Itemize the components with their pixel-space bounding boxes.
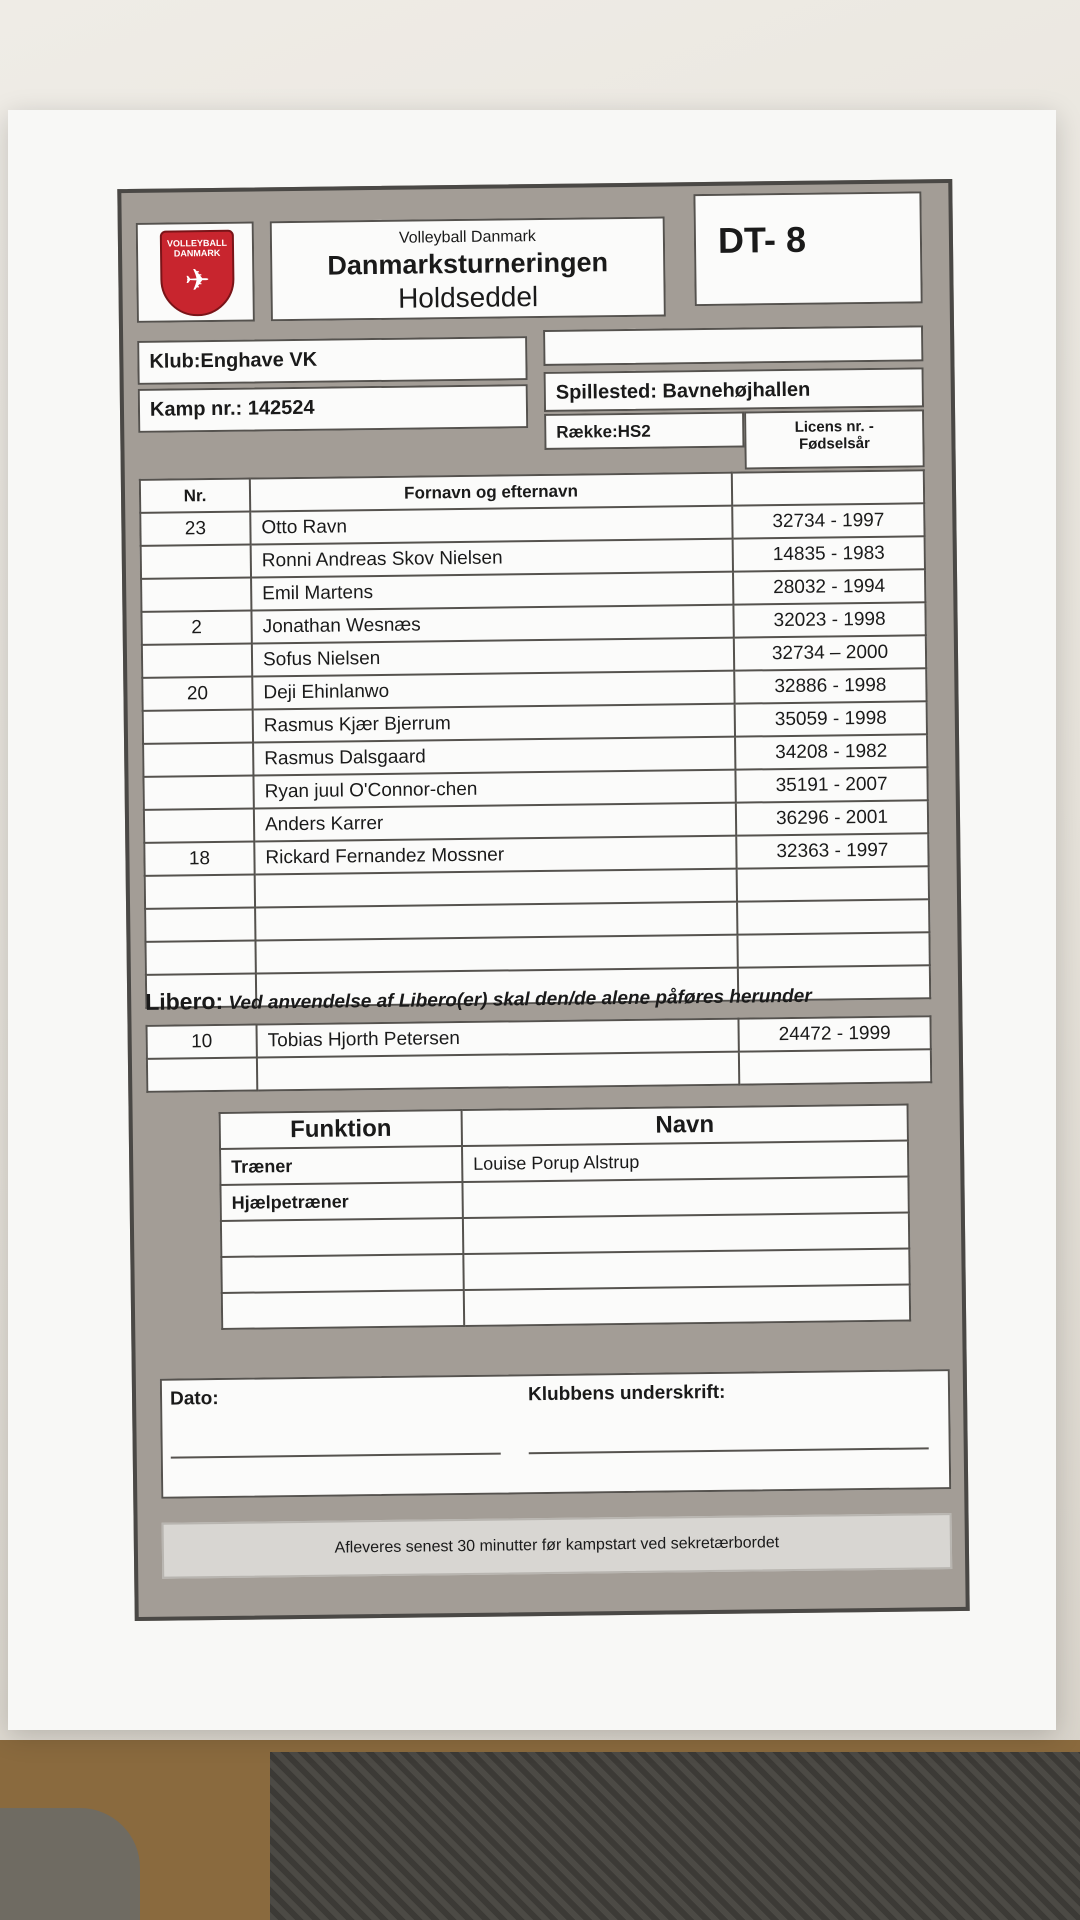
player-license: 32023 - 1998: [733, 602, 925, 637]
function-person: [463, 1249, 909, 1290]
player-license: 28032 - 1994: [733, 569, 925, 604]
libero-body: [147, 1016, 932, 1092]
volleyball-danmark-logo-icon: [160, 230, 235, 317]
match-number-field: [138, 384, 529, 433]
function-role: [221, 1218, 463, 1257]
player-number: [145, 908, 255, 942]
rug: [270, 1752, 1080, 1920]
title-box: [270, 216, 666, 321]
function-person: [464, 1285, 910, 1326]
libero-table: [145, 1015, 932, 1093]
player-name: Emil Martens: [251, 572, 733, 611]
functions-table: [219, 1104, 912, 1330]
player-license: 35059 - 1998: [735, 701, 927, 736]
license-header-line2: Fødselsår: [798, 434, 870, 453]
player-number: 20: [142, 677, 252, 711]
function-person: [463, 1213, 909, 1254]
player-name: Jonathan Wesnæs: [251, 605, 733, 644]
player-number: 23: [140, 512, 250, 546]
player-license: 36296 - 2001: [736, 800, 928, 835]
date-line: [171, 1453, 501, 1459]
player-name: Rickard Fernandez Mossner: [254, 836, 736, 875]
player-number: [141, 578, 251, 612]
libero-name: Tobias Hjorth Petersen: [256, 1019, 738, 1058]
player-number: [141, 545, 251, 579]
player-license: 14835 - 1983: [733, 536, 925, 571]
club-text: Klub:Enghave VK: [149, 348, 318, 373]
player-license: 32363 - 1997: [736, 833, 928, 868]
player-license: [737, 932, 929, 967]
players-table: [139, 469, 931, 1009]
player-name: Rasmus Kjær Bjerrum: [253, 704, 735, 743]
functions-section: [219, 1104, 912, 1334]
signature-line: [529, 1447, 929, 1454]
player-name: Ronni Andreas Skov Nielsen: [251, 539, 733, 578]
libero-license: 24472 - 1999: [738, 1016, 930, 1051]
column-header-name: Fornavn og efternavn: [250, 473, 732, 512]
libero-number: 10: [147, 1025, 257, 1059]
footer-note: Afleveres senest 30 minutter før kampstart ved sekretærbordet: [162, 1513, 953, 1579]
player-number: [145, 941, 255, 975]
player-number: [143, 710, 253, 744]
license-header: [744, 409, 925, 469]
logo-box: [136, 221, 255, 322]
libero-name: [257, 1052, 739, 1091]
club-field: [137, 336, 528, 385]
form-title: Holdseddel: [397, 281, 539, 314]
player-number: [144, 809, 254, 843]
league-field: [544, 412, 744, 450]
column-header-navn: Navn: [462, 1105, 908, 1146]
column-header-nr: Nr.: [140, 479, 250, 513]
player-name: Rasmus Dalsgaard: [253, 737, 735, 776]
function-row: [222, 1285, 910, 1329]
functions-body: [220, 1141, 910, 1329]
function-role: [221, 1254, 463, 1293]
league-text: Række:HS2: [556, 421, 651, 442]
function-role: Træner: [220, 1146, 462, 1185]
player-number: 2: [141, 611, 251, 645]
signature-box: [160, 1369, 951, 1499]
logo-text: VOLLEYBALL DANMARK: [166, 237, 228, 259]
player-license: 35191 - 2007: [735, 767, 927, 802]
player-number: [143, 743, 253, 777]
form-code: DT- 8: [717, 218, 807, 261]
player-number: 18: [144, 842, 254, 876]
player-number: [143, 776, 253, 810]
function-person: [462, 1177, 908, 1218]
libero-license: [739, 1049, 931, 1084]
player-license: 32734 - 1997: [732, 503, 924, 538]
shoe: [0, 1808, 140, 1920]
license-header-line1: Licens nr. -: [794, 417, 874, 436]
venue-text: Spillested: Bavnehøjhallen: [555, 378, 811, 404]
tournament-title: Danmarksturneringen: [327, 247, 609, 281]
player-license: 32734 – 2000: [734, 635, 926, 670]
player-number: [145, 875, 255, 909]
function-role: [222, 1290, 464, 1329]
venue-field: [544, 367, 924, 412]
player-name: Deji Ehinlanwo: [252, 671, 734, 710]
team-sheet-form: [117, 179, 969, 1621]
libero-label-title: Libero:: [145, 987, 224, 1015]
logo-emblem-icon: ✈: [184, 264, 211, 298]
column-header-function: Funktion: [220, 1110, 462, 1149]
function-role: Hjælpetræner: [220, 1182, 462, 1221]
player-name: Sofus Nielsen: [252, 638, 734, 677]
player-license: 34208 - 1982: [735, 734, 927, 769]
form-code-box: [693, 191, 922, 306]
libero-label-instruction: Ved anvendelse af Libero(er) skal den/de alene påføres herunder: [228, 985, 812, 1014]
players-body: [140, 503, 930, 1008]
player-name: Ryan juul O'Connor-chen: [253, 770, 735, 809]
blank-header-strip: [543, 325, 923, 366]
column-header-license: [732, 470, 924, 505]
function-person: Louise Porup Alstrup: [462, 1141, 908, 1182]
player-license: [737, 866, 929, 901]
player-license: [737, 899, 929, 934]
libero-number: [147, 1058, 257, 1092]
date-label: Dato:: [169, 1388, 219, 1410]
organization-name: Volleyball Danmark: [398, 228, 536, 247]
paper-sheet: [8, 110, 1056, 1730]
match-number-text: Kamp nr.: 142524: [149, 396, 315, 421]
player-number: [142, 644, 252, 678]
club-signature-label: Klubbens underskrift:: [527, 1381, 726, 1406]
player-name: Otto Ravn: [250, 506, 732, 545]
player-name: Anders Karrer: [254, 803, 736, 842]
player-license: 32886 - 1998: [734, 668, 926, 703]
